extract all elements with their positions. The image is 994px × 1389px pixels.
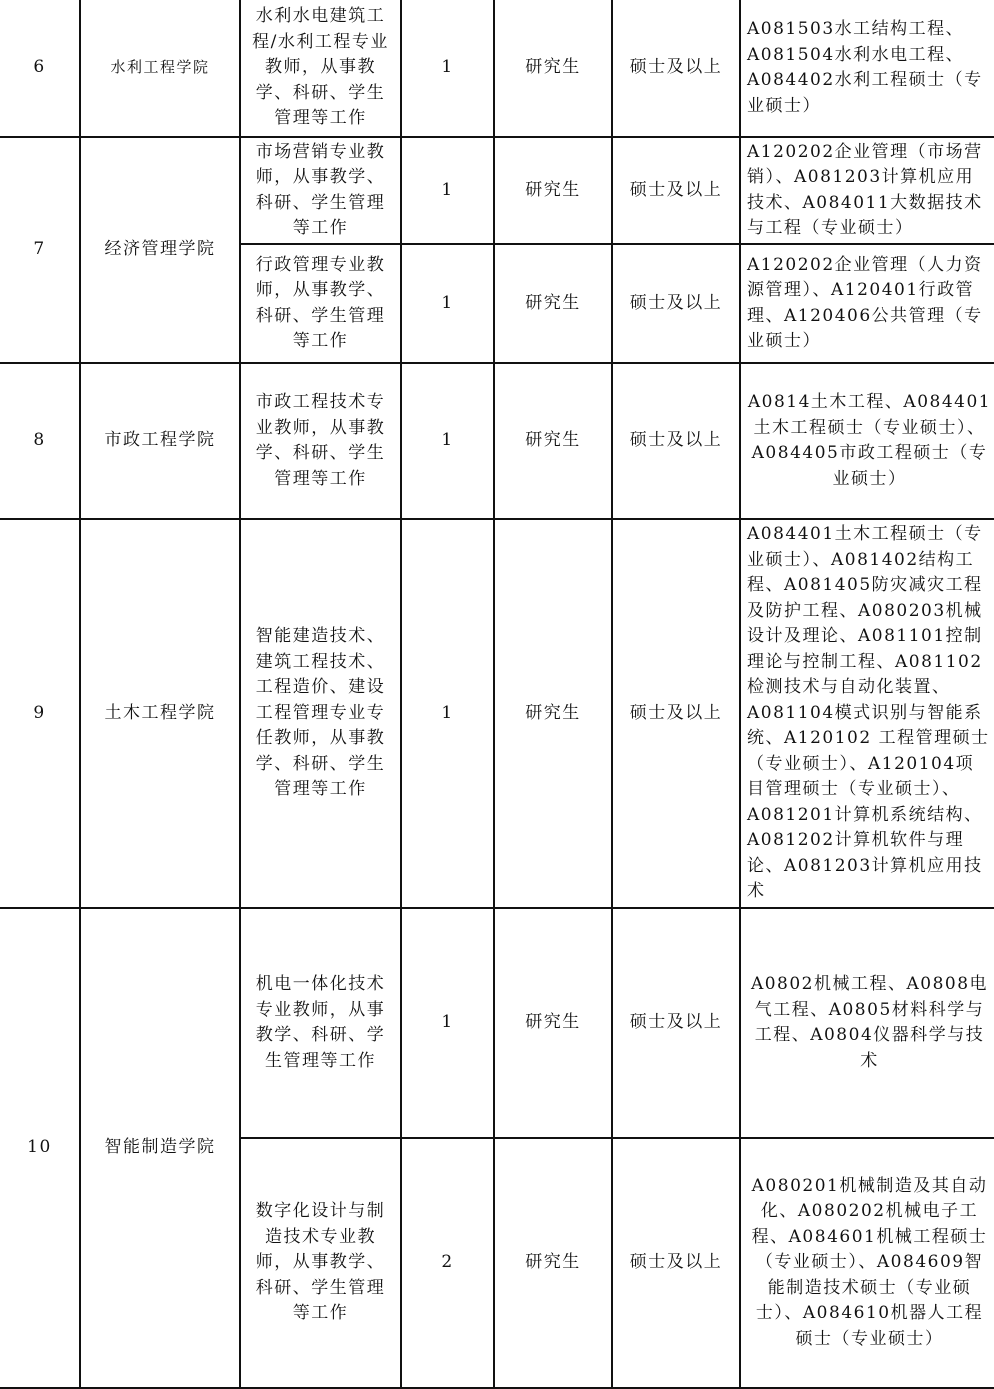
table-row [0, 363, 994, 519]
row-number: 10 [0, 908, 80, 1388]
education-requirement: 研究生 [494, 519, 612, 908]
education-requirement: 研究生 [494, 1138, 612, 1388]
degree-requirement: 硕士及以上 [612, 0, 740, 137]
hiring-count: 1 [401, 519, 494, 908]
hiring-count: 2 [401, 1138, 494, 1388]
hiring-count: 1 [401, 137, 494, 244]
major-requirement: A080201机械制造及其自动化、A080202机械电子工程、A084601机械工程硕士（专业硕士）、A084609智能制造技术硕士（专业硕士）、A084610机器人工程硕士（专业硕士） [740, 1138, 994, 1388]
degree-requirement: 硕士及以上 [612, 908, 740, 1138]
row-number: 9 [0, 519, 80, 908]
position-description: 市场营销专业教师，从事教学、科研、学生管理等工作 [240, 137, 401, 244]
table-row [0, 0, 994, 137]
row-number: 7 [0, 137, 80, 363]
hiring-count: 1 [401, 244, 494, 363]
department-name: 智能制造学院 [80, 908, 240, 1388]
major-requirement: A081503水工结构工程、A081504水利水电工程、A084402水利工程硕士（专业硕士） [740, 0, 994, 137]
position-description: 行政管理专业教师，从事教学、科研、学生管理等工作 [240, 244, 401, 363]
position-description: 智能建造技术、建筑工程技术、工程造价、建设工程管理专业专任教师，从事教学、科研、学生管理等工作 [240, 519, 401, 908]
position-description: 水利水电建筑工程/水利工程专业教师，从事教学、科研、学生管理等工作 [240, 0, 401, 137]
major-requirement: A0814土木工程、A084401土木工程硕士（专业硕士）、A084405市政工程硕士（专业硕士） [740, 363, 994, 519]
degree-requirement: 硕士及以上 [612, 363, 740, 519]
table-row [0, 519, 994, 908]
hiring-count: 1 [401, 908, 494, 1138]
position-description: 市政工程技术专业教师，从事教学、科研、学生管理等工作 [240, 363, 401, 519]
degree-requirement: 硕士及以上 [612, 137, 740, 244]
row-number: 6 [0, 0, 80, 137]
table-row [0, 908, 994, 1138]
degree-requirement: 硕士及以上 [612, 519, 740, 908]
degree-requirement: 硕士及以上 [612, 1138, 740, 1388]
education-requirement: 研究生 [494, 137, 612, 244]
department-name: 市政工程学院 [80, 363, 240, 519]
position-description: 机电一体化技术专业教师，从事教学、科研、学生管理等工作 [240, 908, 401, 1138]
table-row [0, 137, 994, 244]
major-requirement: A0802机械工程、A0808电气工程、A0805材料科学与工程、A0804仪器科学与技术 [740, 908, 994, 1138]
education-requirement: 研究生 [494, 908, 612, 1138]
major-requirement: A120202企业管理（人力资源管理）、A120401行政管理、A120406公共管理（专业硕士） [740, 244, 994, 363]
degree-requirement: 硕士及以上 [612, 244, 740, 363]
hiring-count: 1 [401, 363, 494, 519]
education-requirement: 研究生 [494, 0, 612, 137]
education-requirement: 研究生 [494, 244, 612, 363]
department-name: 经济管理学院 [80, 137, 240, 363]
position-description: 数字化设计与制造技术专业教师，从事教学、科研、学生管理等工作 [240, 1138, 401, 1388]
row-number: 8 [0, 363, 80, 519]
education-requirement: 研究生 [494, 363, 612, 519]
major-requirement: A084401土木工程硕士（专业硕士）、A081402结构工程、A081405防灾减灾工程及防护工程、A080203机械设计及理论、A081101控制理论与控制工程、A081102检测技术与自动化装置、A081104模式识别与智能系统、A120102 工程管理硕士（专业硕士）、A120104项目管理硕士（专业硕士）、A081201计算机系统结构、A081202计算机软件与理论、A081203计算机应用技术 [740, 519, 994, 908]
department-name: 水利工程学院 [80, 0, 240, 137]
department-name: 土木工程学院 [80, 519, 240, 908]
hiring-count: 1 [401, 0, 494, 137]
major-requirement: A120202企业管理（市场营销）、A081203计算机应用技术、A084011大数据技术与工程（专业硕士） [740, 137, 994, 244]
